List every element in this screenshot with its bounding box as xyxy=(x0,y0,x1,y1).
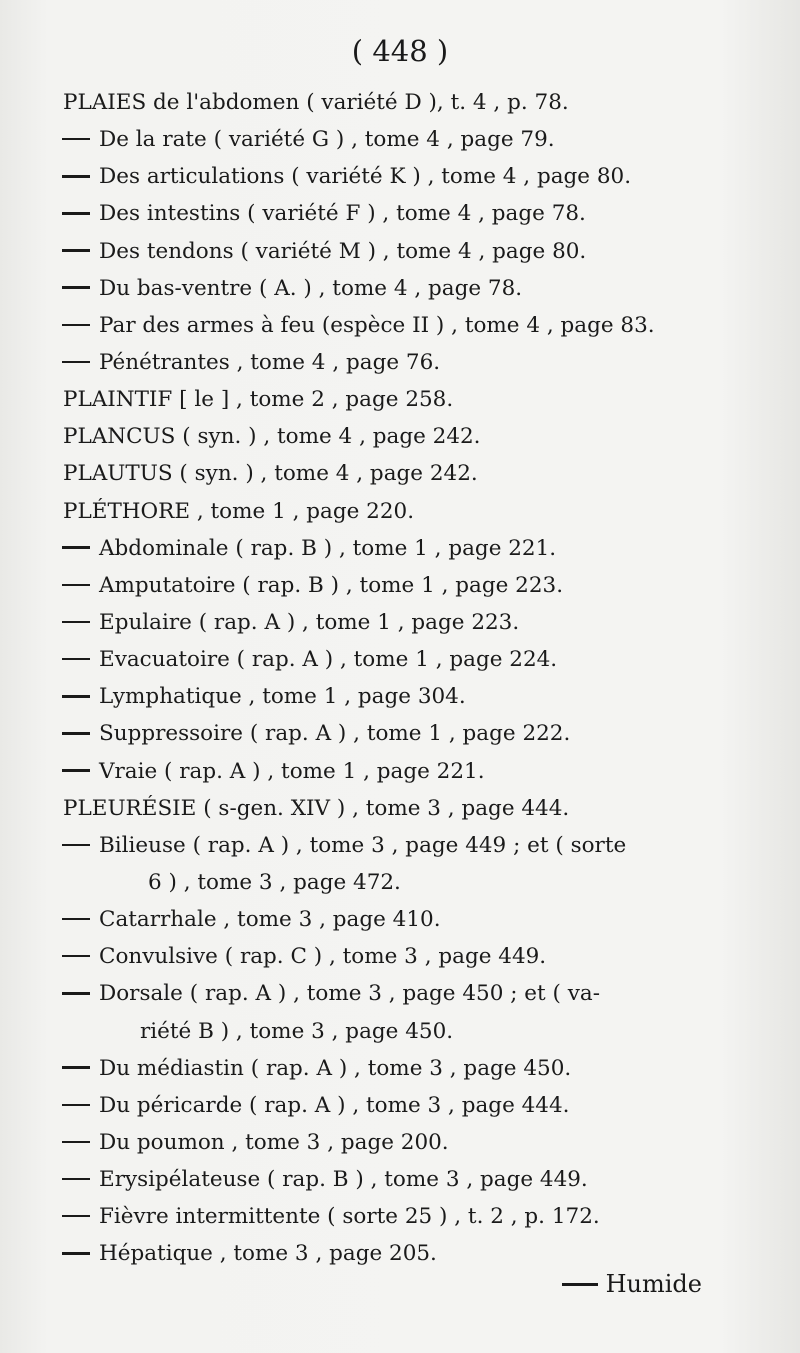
entry-text: PLEURÉSIE ( s-gen. XIV ) , tome 3 , page 444. xyxy=(63,795,570,821)
entry-text: Evacuatoire ( rap. A ) , tome 1 , page 224. xyxy=(99,647,558,673)
index-subentry xyxy=(0,678,800,715)
entry-text: Lymphatique , tome 1 , page 304. xyxy=(99,684,466,710)
index-subentry xyxy=(0,195,800,232)
entry-dash xyxy=(62,992,90,995)
index-subentry xyxy=(0,307,800,344)
entry-text: PLAINTIF [ le ] , tome 2 , page 258. xyxy=(63,387,454,413)
entry-text: PLÉTHORE , tome 1 , page 220. xyxy=(63,498,415,524)
entry-dash xyxy=(62,769,90,772)
entry-dash xyxy=(62,249,90,252)
entry-text: Fièvre intermittente ( sorte 25 ) , t. 2 , p. 172. xyxy=(99,1204,600,1230)
entry-text: Du péricarde ( rap. A ) , tome 3 , page 444. xyxy=(99,1092,570,1118)
entry-dash xyxy=(62,1066,90,1069)
index-continuation-line xyxy=(0,1013,800,1050)
index-subentry xyxy=(0,975,800,1012)
entry-text: Dorsale ( rap. A ) , tome 3 , page 450 ; et ( va- xyxy=(99,981,600,1007)
entry-text: Vraie ( rap. A ) , tome 1 , page 221. xyxy=(99,758,485,784)
index-subentry xyxy=(0,344,800,381)
entry-text: Pénétrantes , tome 4 , page 76. xyxy=(99,349,441,375)
index-subentry xyxy=(0,604,800,641)
entry-dash xyxy=(62,1178,90,1181)
entry-dash xyxy=(62,1104,90,1107)
entry-text: Suppressoire ( rap. A ) , tome 1 , page 222. xyxy=(99,721,571,747)
entry-text: Par des armes à feu (espèce II ) , tome 4 , page 83. xyxy=(99,312,655,338)
entry-dash xyxy=(62,361,90,364)
entry-dash xyxy=(62,175,90,178)
entry-text: PLAIES de l'abdomen ( variété D ), t. 4 , p. 78. xyxy=(63,90,569,115)
index-subentry xyxy=(0,938,800,975)
entry-text: Amputatoire ( rap. B ) , tome 1 , page 223. xyxy=(99,572,564,598)
index-heading-entry xyxy=(0,84,800,121)
entry-dash xyxy=(62,732,90,735)
entry-dash xyxy=(62,955,90,958)
entry-dash xyxy=(62,621,90,624)
entry-dash xyxy=(62,584,90,587)
entry-text: De la rate ( variété G ) , tome 4 , page 79. xyxy=(99,127,555,153)
index-subentry xyxy=(0,1124,800,1161)
index-continuation-line xyxy=(0,864,800,901)
entry-text: Catarrhale , tome 3 , page 410. xyxy=(99,907,441,933)
entry-text: Abdominale ( rap. B ) , tome 1 , page 221. xyxy=(99,535,557,561)
entry-text: Bilieuse ( rap. A ) , tome 3 , page 449 ; et ( sorte xyxy=(99,832,627,858)
index-subentry xyxy=(0,567,800,604)
entry-dash xyxy=(562,1283,598,1286)
entry-dash xyxy=(62,918,90,921)
entry-text: Epulaire ( rap. A ) , tome 1 , page 223. xyxy=(99,609,520,635)
index-subentry xyxy=(0,233,800,270)
catchword-text: Humide xyxy=(605,1270,702,1298)
entry-text: Des articulations ( variété K ) , tome 4 , page 80. xyxy=(99,164,632,190)
index-subentry xyxy=(0,827,800,864)
index-entries xyxy=(0,84,800,1273)
index-subentry xyxy=(0,641,800,678)
entry-text: Des intestins ( variété F ) , tome 4 , page 78. xyxy=(99,201,586,227)
entry-text: Hépatique , tome 3 , page 205. xyxy=(99,1241,437,1267)
entry-dash xyxy=(62,1215,90,1218)
entry-dash xyxy=(62,212,90,215)
index-subentry xyxy=(0,158,800,195)
entry-text: Du bas-ventre ( A. ) , tome 4 , page 78. xyxy=(99,275,523,301)
index-subentry xyxy=(0,270,800,307)
entry-dash xyxy=(62,286,90,289)
index-heading-entry xyxy=(0,418,800,455)
index-subentry xyxy=(0,1161,800,1198)
index-subentry xyxy=(0,1087,800,1124)
catchword xyxy=(562,1270,702,1298)
index-heading-entry xyxy=(0,381,800,418)
entry-text: Erysipélateuse ( rap. B ) , tome 3 , page 449. xyxy=(99,1167,588,1193)
entry-dash xyxy=(62,546,90,549)
entry-text: Convulsive ( rap. C ) , tome 3 , page 449. xyxy=(99,944,547,970)
index-heading-entry xyxy=(0,790,800,827)
entry-dash xyxy=(62,695,90,698)
index-heading-entry xyxy=(0,455,800,492)
entry-text: riété B ) , tome 3 , page 450. xyxy=(140,1018,454,1044)
index-subentry xyxy=(0,715,800,752)
index-heading-entry xyxy=(0,493,800,530)
entry-dash xyxy=(62,324,90,327)
entry-text: Du poumon , tome 3 , page 200. xyxy=(99,1129,449,1155)
index-subentry xyxy=(0,1235,800,1272)
index-subentry xyxy=(0,1198,800,1235)
entry-text: PLAUTUS ( syn. ) , tome 4 , page 242. xyxy=(63,461,478,487)
index-subentry xyxy=(0,121,800,158)
index-subentry xyxy=(0,753,800,790)
index-subentry xyxy=(0,1050,800,1087)
entry-dash xyxy=(62,138,90,141)
entry-dash xyxy=(62,1141,90,1144)
entry-text: PLANCUS ( syn. ) , tome 4 , page 242. xyxy=(63,424,481,450)
entry-dash xyxy=(62,1252,90,1255)
entry-text: 6 ) , tome 3 , page 472. xyxy=(148,869,401,895)
entry-text: Des tendons ( variété M ) , tome 4 , page 80. xyxy=(99,238,587,264)
entry-dash xyxy=(62,844,90,847)
index-subentry xyxy=(0,530,800,567)
index-subentry xyxy=(0,901,800,938)
page-number: ( 448 ) xyxy=(351,34,449,68)
entry-dash xyxy=(62,658,90,661)
entry-text: Du médiastin ( rap. A ) , tome 3 , page 450. xyxy=(99,1055,572,1081)
